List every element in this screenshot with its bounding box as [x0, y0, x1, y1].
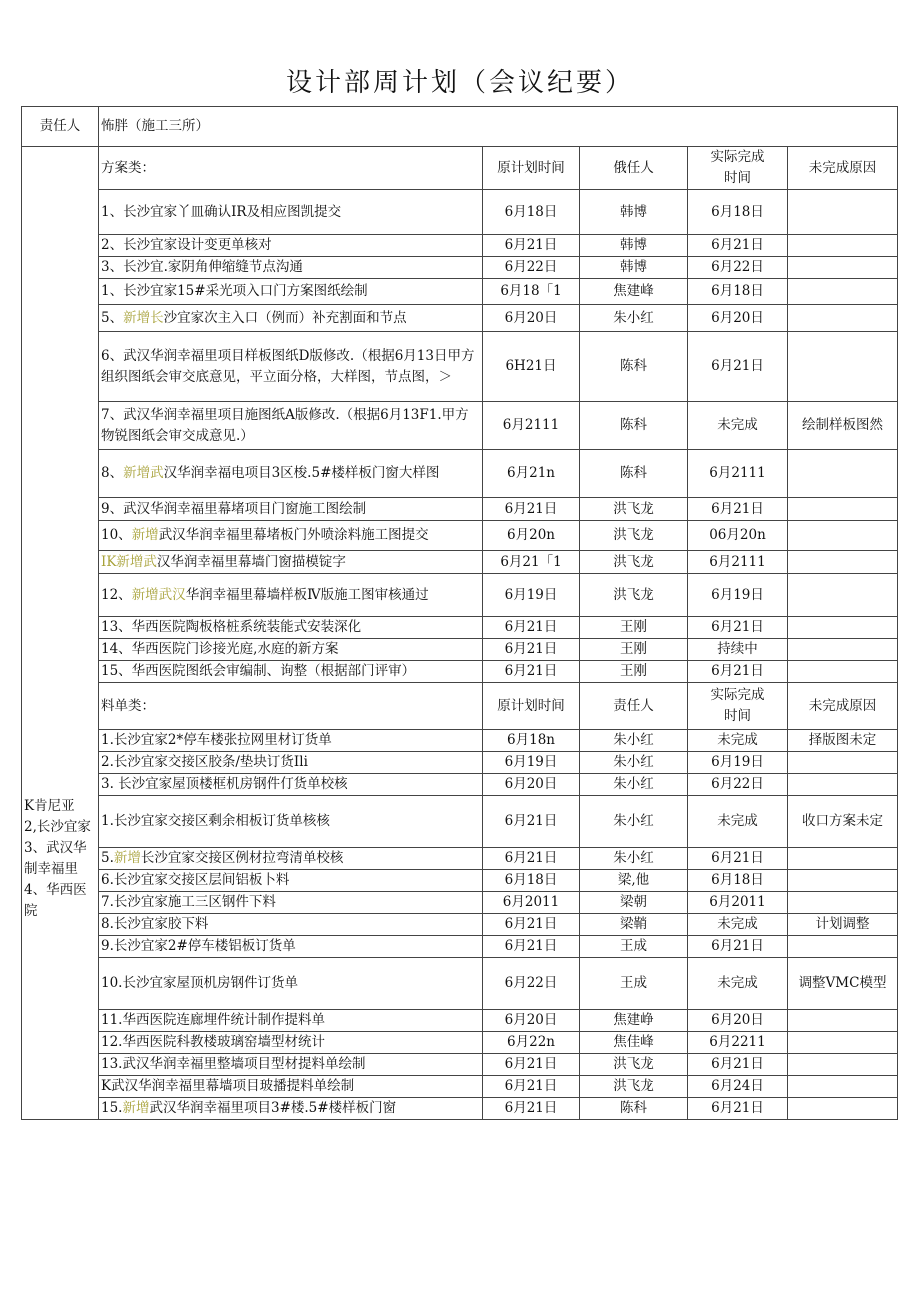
incomplete-reason [788, 1076, 898, 1098]
actual-completion: 6月21日 [688, 936, 788, 958]
task-text: 9、武汉华润幸福里幕堵项目门窗施工图绘制 [101, 500, 367, 517]
actual-completion: 6月21日 [688, 235, 788, 257]
owner-name: 王成 [580, 936, 688, 958]
task-text: 12.华西医院科教楼玻璃窑墙型材统计 [101, 1034, 325, 1050]
actual-completion: 6月21日 [688, 498, 788, 521]
incomplete-reason [788, 936, 898, 958]
table-row [22, 305, 898, 332]
task-number: 5、 [101, 309, 124, 326]
owner-name: 朱小红 [580, 848, 688, 870]
actual-completion: 未完成 [688, 914, 788, 936]
planned-date: 6月20n [483, 521, 580, 551]
planned-date: 6月20日 [483, 1010, 580, 1032]
owner-name: 洪飞龙 [580, 1054, 688, 1076]
document-title: 设计部周计划（会议纪要） [285, 68, 634, 98]
actual-completion: 6月19日 [688, 752, 788, 774]
planned-date: 6月21日 [483, 848, 580, 870]
table-row [22, 958, 898, 1010]
cell-spacer [24, 344, 96, 796]
actual-completion: 6月2211 [688, 1032, 788, 1054]
planned-date: 6月21日 [483, 617, 580, 639]
project-list-cell [22, 147, 99, 1120]
table-row [22, 936, 898, 958]
table-row [22, 617, 898, 639]
section-name: 料单类： [99, 683, 483, 730]
planned-date: 6月21日 [483, 914, 580, 936]
actual-completion: 6月20日 [688, 1010, 788, 1032]
header-row [22, 107, 898, 147]
table-row [22, 796, 898, 848]
planned-date: 6月21「1 [483, 551, 580, 574]
task-text: 3. 长沙宜家屋顶楼框机房钢件仃货单校核 [101, 776, 348, 792]
task-cell [99, 958, 483, 1010]
incomplete-reason [788, 870, 898, 892]
new-item-highlight: 新增武汉 [131, 586, 186, 603]
task-cell [99, 574, 483, 617]
planned-date: 6月21日 [483, 1076, 580, 1098]
planned-date: 6月21日 [483, 639, 580, 661]
task-text: 7、武汉华润幸福里项目施图纸A版修改.（根据6月13F1.甲方物锐图纸会审交成意见.） [101, 406, 469, 444]
task-number: 10、 [101, 527, 132, 543]
actual-completion: 6月20日 [688, 305, 788, 332]
actual-completion: 6月21日 [688, 848, 788, 870]
col-header-plan: 原计划时间 [483, 683, 580, 730]
table-row [22, 914, 898, 936]
planned-date: 6月20日 [483, 774, 580, 796]
weekly-plan-table [21, 106, 898, 1120]
actual-completion: 6月21日 [688, 1098, 788, 1120]
owner-name: 梁朝 [580, 892, 688, 914]
owner-name: 洪飞龙 [580, 574, 688, 617]
task-cell [99, 332, 483, 402]
task-text: 武汉华润幸福里项目3#楼.5#楼样板门窗 [149, 1100, 397, 1116]
task-number: 15. [101, 1100, 123, 1116]
incomplete-reason: 收口方案未定 [788, 796, 898, 848]
owner-name: 韩博 [580, 190, 688, 235]
planned-date: 6月21日 [483, 1098, 580, 1120]
task-cell [99, 661, 483, 683]
actual-completion: 6月19日 [688, 574, 788, 617]
planned-date: 6月22n [483, 1032, 580, 1054]
task-text: 2、长沙宜家设计变更单核对 [101, 237, 272, 253]
table-row [22, 1010, 898, 1032]
table-row [22, 498, 898, 521]
owner-name: 洪飞龙 [580, 498, 688, 521]
incomplete-reason [788, 498, 898, 521]
planned-date: 6H21日 [483, 332, 580, 402]
owner-name: 韩博 [580, 235, 688, 257]
project-line: 3、武汉华 [24, 840, 87, 856]
task-cell [99, 305, 483, 332]
task-cell [99, 402, 483, 450]
planned-date: 6月20日 [483, 305, 580, 332]
task-cell [99, 498, 483, 521]
actual-completion: 未完成 [688, 402, 788, 450]
task-cell [99, 1076, 483, 1098]
table-row [22, 774, 898, 796]
incomplete-reason [788, 235, 898, 257]
actual-completion: 06月20n [688, 521, 788, 551]
new-item-highlight: 新增 [131, 527, 159, 543]
actual-completion: 6月21日 [688, 617, 788, 639]
task-cell [99, 848, 483, 870]
task-cell [99, 752, 483, 774]
actual-completion: 6月21日 [688, 332, 788, 402]
task-cell [99, 551, 483, 574]
owner-name: 陈科 [580, 402, 688, 450]
table-row [22, 402, 898, 450]
task-text: 2.长沙宜家交接区胶条/垫块订货Ili [101, 754, 308, 770]
incomplete-reason [788, 661, 898, 683]
task-text: 9.长沙宜家2#停车楼铝板订货单 [101, 938, 296, 954]
actual-completion: 6月21日 [688, 661, 788, 683]
incomplete-reason [788, 639, 898, 661]
table-row [22, 235, 898, 257]
new-item-highlight: 新增长 [123, 309, 164, 326]
task-text: 6.长沙宜家交接区层间铝板卜料 [101, 872, 290, 888]
new-item-highlight: 新增 [122, 1100, 150, 1116]
task-text: 13、华西医院陶板格桩系统装能式安装深化 [101, 619, 362, 635]
incomplete-reason [788, 305, 898, 332]
table-row [22, 1032, 898, 1054]
planned-date: 6月21日 [483, 661, 580, 683]
task-text: 11.华西医院连廊埋件统计制作提料单 [101, 1012, 325, 1028]
incomplete-reason [788, 257, 898, 279]
col-header-actual: 实际完成时间 [688, 147, 788, 190]
new-item-highlight: IK新增武 [101, 553, 157, 570]
actual-completion: 6月2111 [688, 450, 788, 498]
task-number: 12、 [101, 586, 132, 603]
owner-name: 洪飞龙 [580, 521, 688, 551]
actual-completion: 6月2111 [688, 551, 788, 574]
incomplete-reason: 绘制样板图然 [788, 402, 898, 450]
owner-name: 朱小红 [580, 774, 688, 796]
task-cell [99, 936, 483, 958]
incomplete-reason [788, 521, 898, 551]
planned-date: 6月18日 [483, 870, 580, 892]
task-text: 1、长沙宜家15#采光项入口门方案图纸绘制 [101, 283, 368, 299]
actual-completion: 6月22日 [688, 257, 788, 279]
incomplete-reason [788, 279, 898, 305]
planned-date: 6月22日 [483, 958, 580, 1010]
task-text: 武汉华润幸福里幕堵板门外喷涂料施工图提交 [158, 527, 429, 543]
owner-name: 王刚 [580, 617, 688, 639]
table-row [22, 551, 898, 574]
new-item-highlight: 新增 [113, 850, 141, 866]
planned-date: 6月21日 [483, 796, 580, 848]
incomplete-reason [788, 892, 898, 914]
task-cell [99, 1054, 483, 1076]
owner-name: 洪飞龙 [580, 1076, 688, 1098]
planned-date: 6月18日 [483, 190, 580, 235]
table-row [22, 190, 898, 235]
new-item-highlight: 新增武 [123, 465, 164, 481]
task-text: 10.长沙宜家屋顶机房钢件订货单 [101, 975, 298, 991]
task-cell [99, 521, 483, 551]
task-cell [99, 1010, 483, 1032]
project-line: 4、华西医 [24, 882, 87, 898]
owner-name: 朱小红 [580, 305, 688, 332]
task-text: 7.长沙宜家施工三区钢件下料 [101, 894, 276, 910]
actual-completion: 6月24日 [688, 1076, 788, 1098]
planned-date: 6月19日 [483, 752, 580, 774]
task-text: 汉华润幸福里幕墙门窗描模锭字 [156, 553, 346, 570]
owner-name: 梁鞘 [580, 914, 688, 936]
actual-completion: 6月2011 [688, 892, 788, 914]
incomplete-reason [788, 450, 898, 498]
table-row [22, 848, 898, 870]
responsible-label: 责任人 [22, 107, 99, 147]
actual-completion: 6月18日 [688, 190, 788, 235]
owner-name: 韩博 [580, 257, 688, 279]
table-row [22, 574, 898, 617]
incomplete-reason: 择版图未定 [788, 730, 898, 752]
actual-completion: 未完成 [688, 730, 788, 752]
actual-completion: 持续中 [688, 639, 788, 661]
incomplete-reason [788, 752, 898, 774]
task-text: 6、武汉华润幸福里项目样板图纸D版修改.（根据6月13日甲方组织图纸会审交底意见，平立面分格，大样图，节点图，＞ [101, 347, 475, 385]
incomplete-reason: 计划调整 [788, 914, 898, 936]
section-header-row [22, 147, 898, 190]
task-number: 5. [101, 850, 114, 866]
owner-name: 朱小红 [580, 730, 688, 752]
col-header-plan: 原计划时间 [483, 147, 580, 190]
task-text: 3、长沙宜.家阴角伸缩缝节点沟通 [101, 259, 303, 275]
table-row [22, 639, 898, 661]
actual-completion: 未完成 [688, 796, 788, 848]
owner-name: 陈科 [580, 332, 688, 402]
task-text: 沙宜家次主入口（例而）补充割面和节点 [163, 309, 407, 326]
project-line: 制幸福里 [24, 861, 78, 877]
planned-date: 6月21日 [483, 235, 580, 257]
actual-completion: 6月22日 [688, 774, 788, 796]
col-header-actual: 实际完成时间 [688, 683, 788, 730]
planned-date: 6月22日 [483, 257, 580, 279]
incomplete-reason: 调整VMC模型 [788, 958, 898, 1010]
owner-name: 洪飞龙 [580, 551, 688, 574]
planned-date: 6月2111 [483, 402, 580, 450]
planned-date: 6月21日 [483, 936, 580, 958]
owner-name: 焦佳峰 [580, 1032, 688, 1054]
table-row [22, 279, 898, 305]
planned-date: 6月18n [483, 730, 580, 752]
incomplete-reason [788, 848, 898, 870]
table-row [22, 521, 898, 551]
planned-date: 6月21日 [483, 498, 580, 521]
incomplete-reason [788, 574, 898, 617]
actual-completion: 未完成 [688, 958, 788, 1010]
task-text: 1.长沙宜家交接区剩余相板订货单核核 [101, 813, 330, 829]
planned-date: 6月21日 [483, 1054, 580, 1076]
incomplete-reason [788, 1010, 898, 1032]
task-cell [99, 257, 483, 279]
task-cell [99, 235, 483, 257]
planned-date: 6月18「1 [483, 279, 580, 305]
owner-name: 朱小红 [580, 796, 688, 848]
task-text: 13.武汉华润幸福里整墙项目型材提料单绘制 [101, 1056, 366, 1072]
responsible-value: 怖胖（施工三所） [99, 107, 898, 147]
actual-completion: 6月18日 [688, 279, 788, 305]
planned-date: 6月19日 [483, 574, 580, 617]
owner-name: 朱小红 [580, 752, 688, 774]
actual-completion: 6月18日 [688, 870, 788, 892]
task-text: K武汉华润幸福里幕墙项目玻播提料单绘制 [101, 1078, 355, 1094]
project-line: 2,长沙宜家 [24, 819, 91, 835]
table-row [22, 257, 898, 279]
task-cell [99, 1098, 483, 1120]
owner-name: 焦建峥 [580, 1010, 688, 1032]
incomplete-reason [788, 1054, 898, 1076]
task-text: 华润幸福里幕墙样板Ⅳ版施工图审核通过 [185, 586, 429, 603]
task-cell [99, 639, 483, 661]
task-cell [99, 730, 483, 752]
task-text: 14、华西医院门诊接光庭,水庭的新方案 [101, 641, 339, 657]
owner-name: 梁,他 [580, 870, 688, 892]
owner-name: 王刚 [580, 639, 688, 661]
table-row [22, 1054, 898, 1076]
table-row [22, 1076, 898, 1098]
table-row [22, 332, 898, 402]
section-header-row [22, 683, 898, 730]
task-cell [99, 1032, 483, 1054]
project-line: 院 [24, 903, 38, 919]
incomplete-reason [788, 332, 898, 402]
task-cell [99, 774, 483, 796]
section-name: 方案类： [99, 147, 483, 190]
incomplete-reason [788, 1098, 898, 1120]
table-row [22, 730, 898, 752]
table-row [22, 661, 898, 683]
task-cell [99, 914, 483, 936]
table-row [22, 892, 898, 914]
project-line: K肯尼亚 [24, 798, 75, 814]
task-text: 汉华润幸福电项目3区梭.5#楼样板门窗大样图 [163, 465, 440, 481]
planned-date: 6月21n [483, 450, 580, 498]
incomplete-reason [788, 617, 898, 639]
table-row [22, 870, 898, 892]
task-text: 1.长沙宜家2*停车楼张拉网里材订货单 [101, 732, 332, 748]
incomplete-reason [788, 1032, 898, 1054]
task-cell [99, 870, 483, 892]
incomplete-reason [788, 774, 898, 796]
task-text: 1、长沙宜家丫皿确认IR及相应图凯提交 [101, 203, 342, 220]
task-text: 长沙宜家交接区例材拉弯清单校核 [140, 850, 344, 866]
planned-date: 6月2011 [483, 892, 580, 914]
col-header-reason: 未完成原因 [788, 147, 898, 190]
col-header-owner: 责任人 [580, 683, 688, 730]
task-cell [99, 892, 483, 914]
task-cell [99, 796, 483, 848]
table-row [22, 752, 898, 774]
col-header-reason: 未完成原因 [788, 683, 898, 730]
incomplete-reason [788, 190, 898, 235]
table-row [22, 1098, 898, 1120]
task-text: 8.长沙宜家胶下料 [101, 916, 209, 932]
task-cell [99, 190, 483, 235]
incomplete-reason [788, 551, 898, 574]
task-cell [99, 617, 483, 639]
task-cell [99, 279, 483, 305]
task-text: 15、华西医院图纸会审编制、询整（根据部门评审） [101, 663, 416, 679]
actual-completion: 6月21日 [688, 1054, 788, 1076]
owner-name: 陈科 [580, 1098, 688, 1120]
col-header-owner: 俄任人 [580, 147, 688, 190]
task-number: 8、 [101, 465, 124, 481]
task-cell [99, 450, 483, 498]
table-row [22, 450, 898, 498]
owner-name: 陈科 [580, 450, 688, 498]
owner-name: 焦建峰 [580, 279, 688, 305]
owner-name: 王刚 [580, 661, 688, 683]
owner-name: 王成 [580, 958, 688, 1010]
